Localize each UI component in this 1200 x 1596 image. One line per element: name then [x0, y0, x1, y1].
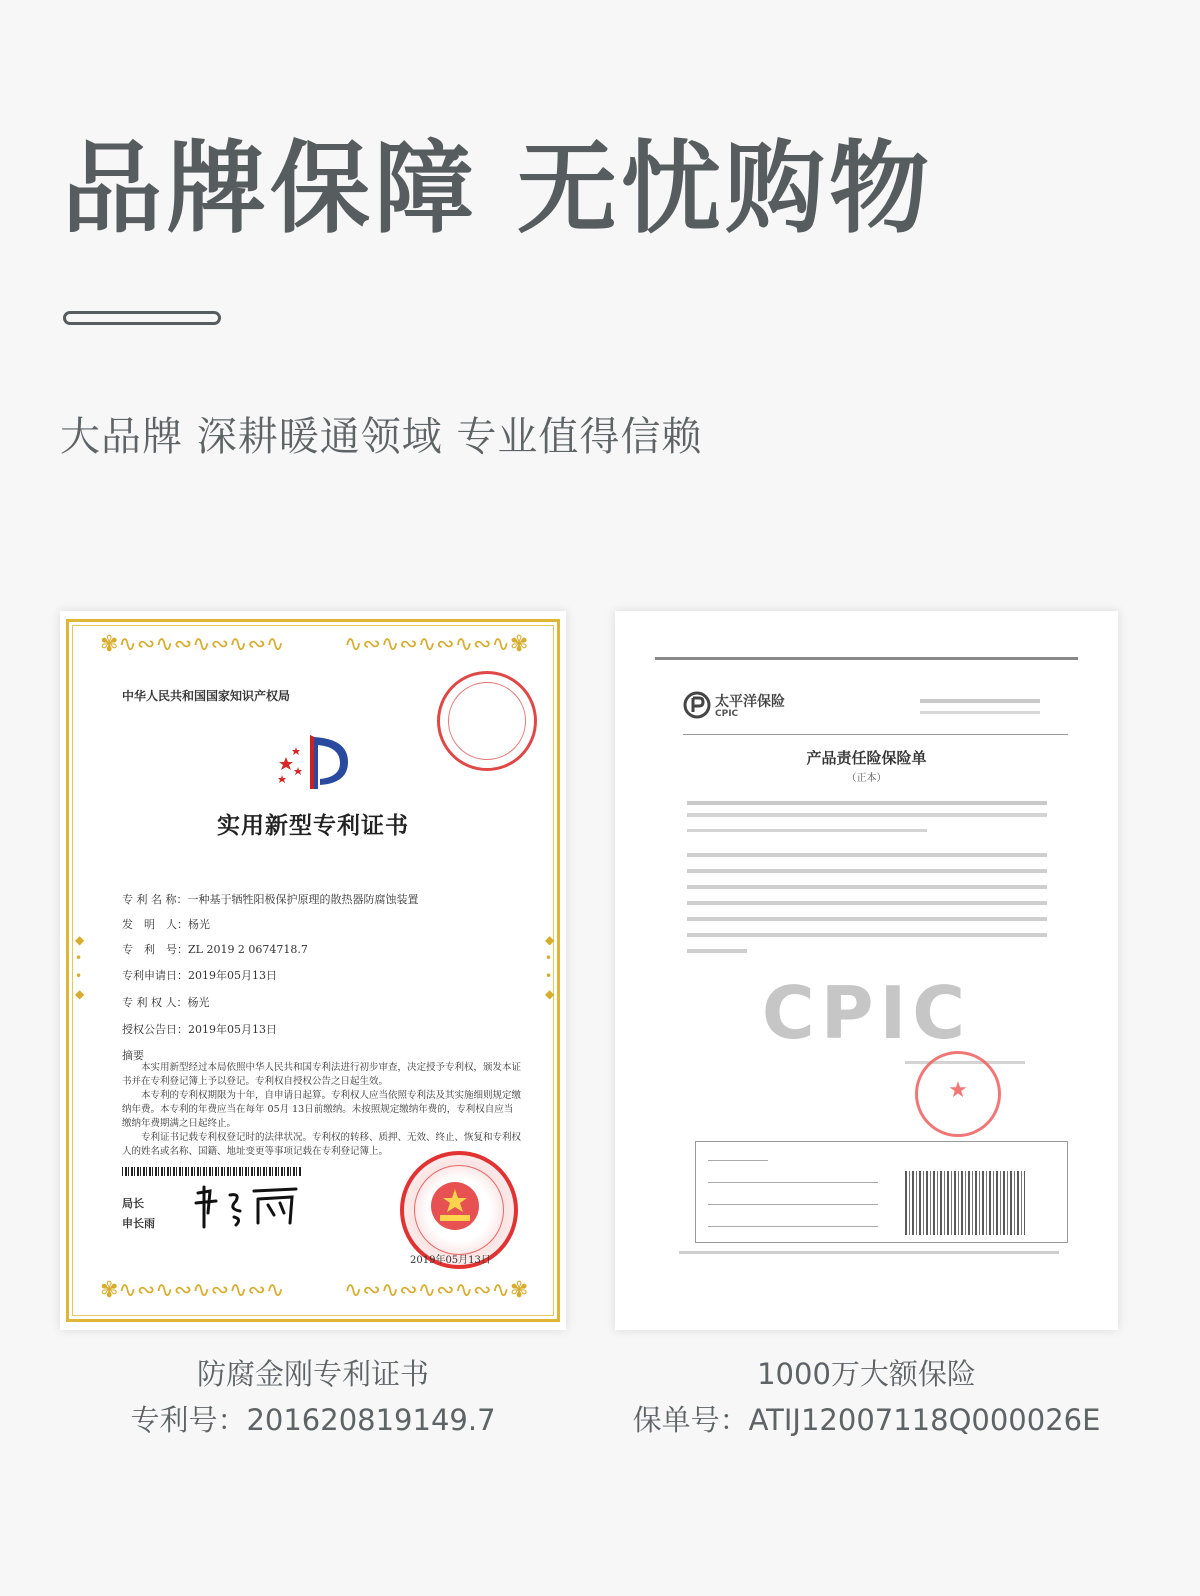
qr-code-icon — [905, 1171, 1025, 1235]
flourish-ornament-icon: ∿∾∿∾∿∾∿∾∿✾ — [344, 632, 529, 657]
certificate-office: 中华人民共和国国家知识产权局 — [122, 689, 291, 703]
right-caption-number: 保单号：ATIJ12007118Q000026E — [632, 1403, 1101, 1437]
flourish-ornament-icon: ✾∿∾∿∾∿∾∿∾∿ — [100, 1278, 285, 1303]
red-stamp-icon — [437, 671, 537, 771]
top-rule — [655, 657, 1078, 660]
certificate-paragraph: 本实用新型经过本局依照中华人民共和国专利法进行初步审查，决定授予专利权，颁发本证书并在专利登记簿上予以登记。专利权自授权公告之日起生效。 — [122, 1062, 522, 1087]
company-name-lines — [920, 699, 1040, 703]
flourish-ornament-icon: ∿∾∿∾∿∾∿∾∿✾ — [344, 1278, 529, 1303]
header-rule — [683, 734, 1068, 735]
side-ornament-icon: ◆ • • ◆ — [545, 933, 555, 1001]
policy-text-line — [687, 885, 1047, 889]
left-caption-number: 专利号：201620819149.7 — [130, 1403, 496, 1437]
patent-certificate-image[interactable] — [60, 611, 566, 1330]
footer-line — [679, 1251, 1059, 1254]
certificate-paragraph: 专利证书记载专利权登记时的法律状况。专利权的转移、质押、无效、终止、恢复和专利权人的姓名或名称、国籍、地址变更等事项记载在专利登记簿上。 — [122, 1132, 522, 1157]
certificate-title: 实用新型专利证书 — [217, 812, 409, 839]
field-patent-number: 专 利 号：ZL 2019 2 0674718.7 — [122, 943, 308, 956]
insurer-brand: 太平洋保险 — [715, 694, 785, 710]
flourish-ornament-icon: ✾∿∾∿∾∿∾∿∾∿ — [100, 632, 285, 657]
page-subtitle: 大品牌 深耕暖通领域 专业值得信赖 — [60, 414, 703, 460]
handwritten-signature-icon — [192, 1183, 302, 1229]
policy-text-line — [687, 801, 1047, 805]
policy-text-line — [687, 869, 1047, 873]
decorative-bar — [63, 311, 221, 325]
signer-role: 局长 — [122, 1197, 144, 1210]
red-stamp-icon: ★ — [915, 1051, 1001, 1137]
field-application-date: 专利申请日：2019年05月13日 — [122, 969, 277, 982]
right-caption-title: 1000万大额保险 — [757, 1357, 976, 1391]
cpic-logo-icon — [683, 691, 711, 719]
certificate-paragraph: 本专利的专利权期限为十年，自申请日起算。专利权人应当依照专利法及其实施细则规定缴纳年费。本专利的年费应当在每年 05月 13日前缴纳。未按照规定缴纳年费的，专利权自应当缴纳年费期满之日起终止。 — [122, 1090, 522, 1129]
field-patentee: 专 利 权 人：杨光 — [122, 996, 210, 1009]
barcode-icon — [122, 1167, 302, 1176]
side-ornament-icon: ◆ • • ◆ — [75, 933, 85, 1001]
policy-title: 产品责任险保险单 — [806, 749, 927, 767]
field-inventor: 发 明 人：杨光 — [122, 918, 210, 931]
seal-date: 2019年05月13日 — [410, 1255, 491, 1266]
policy-text-line — [687, 901, 1047, 905]
policy-subtitle: （正本） — [846, 773, 887, 784]
signer-name: 申长雨 — [122, 1217, 155, 1230]
left-caption-title: 防腐金刚专利证书 — [196, 1357, 429, 1391]
patent-office-emblem-icon — [274, 731, 354, 793]
policy-text-line — [687, 917, 1047, 921]
insurer-brand-sub: CPIC — [715, 709, 739, 719]
policy-text-line — [687, 949, 747, 953]
abstract-label: 摘要 — [122, 1049, 144, 1062]
field-patent-name: 专 利 名 称：一种基于牺牲阳极保护原理的散热器防腐蚀装置 — [122, 893, 419, 906]
field-grant-date: 授权公告日：2019年05月13日 — [122, 1023, 277, 1036]
page-headline: 品牌保障 无忧购物 — [62, 130, 933, 247]
policy-text-line — [687, 829, 927, 832]
company-name-lines — [920, 711, 1040, 714]
policy-text-line — [687, 933, 1047, 937]
insurance-policy-image[interactable] — [615, 611, 1118, 1330]
cpic-watermark: CPIC — [761, 971, 972, 1055]
policy-text-line — [687, 853, 1047, 857]
policy-text-line — [687, 813, 1047, 817]
